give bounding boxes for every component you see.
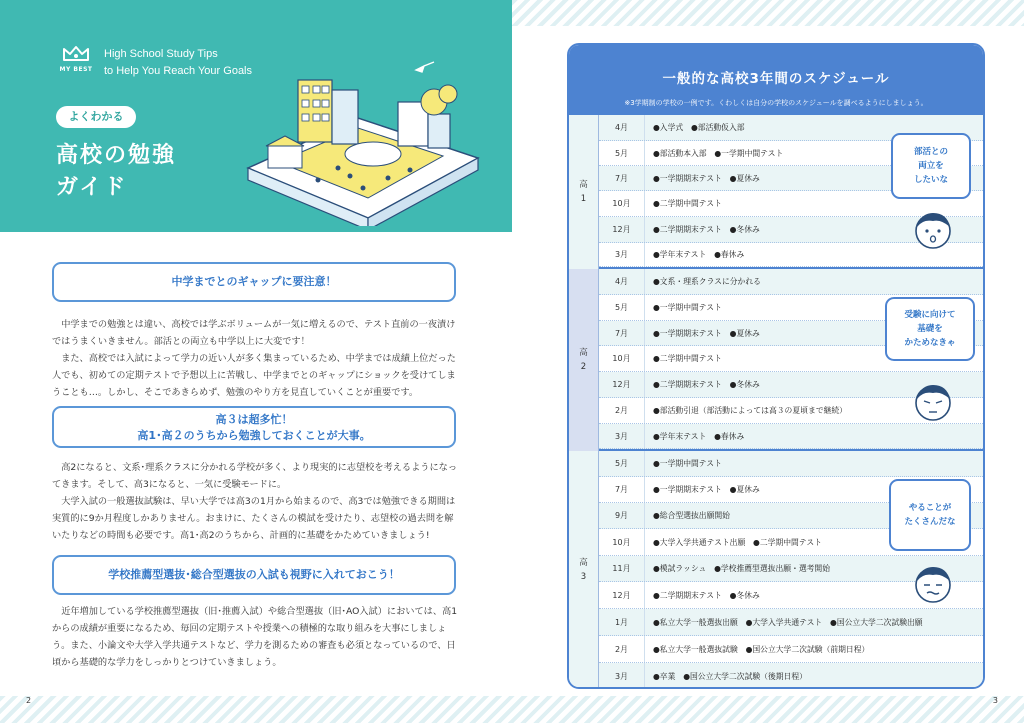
schedule-row	[599, 609, 985, 636]
paragraph: 大学入試の一般選抜試験は、早い大学では高3の1月から始まるので、高3では勉強できる期間は実質的に9か月程度しかありません。おまけに、たくさんの模試を受けたり、志望校の過去問を解いたりなどの時間も必要です。高1･高2のうちから、計画的に基礎をかためていきましょう!	[52, 496, 456, 541]
bubble-line: やることが	[908, 503, 952, 513]
month-cell: 3月	[599, 424, 645, 448]
month-cell: 3月	[599, 243, 645, 266]
bubble-line: 両立を	[918, 161, 944, 171]
schedule-row	[599, 424, 985, 449]
events-cell: ●二学期期末テスト ●冬休み	[653, 225, 760, 234]
section-heading-gap	[52, 262, 456, 302]
page-title	[56, 140, 176, 204]
tagline	[104, 46, 252, 80]
paragraph: また、高校では入試によって学力の近い人が多く集まっているため、中学までは成績上位だった人でも、初めての定期テストで予想以上に苦戦し、中学までとのギャップにショックを受けてしまうことも…。しかし、そこであきらめず、勉強のやり方を見直していくことが重要です。	[52, 353, 456, 398]
month-cell: 12月	[599, 217, 645, 242]
month-cell: 2月	[599, 636, 645, 662]
bubble-line: 部活との	[913, 147, 948, 157]
events-cell: ●一学期期末テスト ●夏休み	[653, 328, 760, 338]
month-cell: 7月	[599, 166, 645, 190]
section-heading-line: 高３は超多忙！	[215, 413, 293, 426]
paragraph: 近年増加している学校推薦型選抜（旧･推薦入試）や総合型選抜（旧･AO入試）においては、高1からの成績が重要になるため、毎回の定期テストや授業への積極的な取り組みを大事にしましょう。また、小論文や大学入学共通テストなど、学力を測るための審査も必須となっているので、日頃から基礎的な学力をしっかりとつけていきましょう。	[52, 606, 458, 668]
crown-icon	[61, 44, 91, 62]
bubble-line: たくさんだな	[904, 517, 956, 527]
events-cell: ●一学期期末テスト ●夏休み	[653, 173, 760, 183]
events-cell: ●総合型選抜出願開始	[653, 511, 730, 520]
section-body-gap	[52, 316, 460, 401]
events-cell: ●二学期中間テスト	[653, 199, 722, 208]
month-cell: 4月	[599, 269, 645, 294]
month-cell: 11月	[599, 556, 645, 581]
section-heading-line: 高1･高２のうちから勉強しておくことが大事。	[137, 429, 371, 442]
events-cell: ●学年末テスト ●春休み	[653, 250, 745, 259]
right-page	[512, 0, 1024, 723]
brand-logo	[58, 44, 94, 73]
month-cell: 5月	[599, 451, 645, 476]
title-line: ガイド	[56, 175, 128, 200]
bubble-line: したいな	[913, 175, 948, 185]
year-label-char: 高	[579, 558, 588, 568]
student-face-icon	[911, 207, 955, 251]
speech-bubble-year1	[891, 133, 971, 199]
year-label-char: 高	[579, 180, 588, 190]
schedule-header	[569, 45, 983, 115]
events-cell: ●入学式 ●部活動仮入部	[653, 123, 745, 132]
schedule-row	[599, 269, 985, 295]
page-number: 3	[992, 696, 998, 705]
schedule-note: ※3学期制の学校の一例です。くわしくは自分の学校のスケジュールを調べるようにしましょう。	[624, 99, 928, 107]
section-heading-line: 学校推薦型選抜･総合型選抜の入試も視野に入れておこう！	[108, 568, 400, 581]
section-heading-line: 中学までとのギャップに要注意！	[171, 275, 337, 288]
month-cell: 1月	[599, 609, 645, 635]
month-cell: 12月	[599, 582, 645, 608]
speech-bubble-year3	[889, 479, 971, 551]
month-cell: 3月	[599, 663, 645, 689]
paragraph: 中学までの勉強とは違い、高校では学ぶボリュームが一気に増えるので、テスト直前の一夜漬けではうまくいきません。部活との両立も中学以上に大変です！	[52, 319, 456, 347]
schedule-row	[599, 636, 985, 663]
guide-pill: よくわかる	[56, 106, 136, 128]
month-cell: 2月	[599, 398, 645, 423]
schedule-title: 一般的な高校3年間のスケジュール	[662, 71, 890, 87]
section-heading-admissions	[52, 555, 456, 595]
section-heading-busy	[52, 406, 456, 448]
events-cell: ●部活動引退（部活動によっては高３の夏頃まで継続）	[653, 406, 847, 415]
year-label-char: 3	[580, 572, 587, 582]
events-cell: ●私立大学一般選抜試験 ●国公立大学二次試験（前期日程）	[653, 644, 870, 654]
events-cell: ●二学期期末テスト ●冬休み	[653, 380, 760, 389]
bubble-line: 基礎を	[917, 324, 943, 334]
schedule-row	[599, 663, 985, 689]
school-illustration	[238, 58, 488, 226]
events-cell: ●一学期期末テスト ●夏休み	[653, 485, 760, 494]
year-label-3	[569, 451, 599, 689]
events-cell: ●私立大学一般選抜出願 ●大学入学共通テスト ●国公立大学二次試験出願	[653, 617, 923, 627]
month-cell: 10月	[599, 346, 645, 371]
events-cell: ●二学期中間テスト	[653, 354, 722, 363]
month-cell: 5月	[599, 295, 645, 320]
events-cell: ●一学期中間テスト	[653, 459, 722, 468]
speech-bubble-year2	[885, 297, 975, 361]
page-number: 2	[26, 696, 32, 705]
month-cell: 12月	[599, 372, 645, 397]
title-line: 高校の勉強	[56, 143, 177, 168]
hero-banner	[0, 0, 512, 232]
schedule-table	[567, 43, 985, 689]
section-body-admissions	[52, 603, 460, 671]
events-cell: ●学年末テスト ●春休み	[653, 431, 745, 441]
year-label-char: 1	[580, 194, 587, 204]
month-cell: 5月	[599, 141, 645, 165]
events-cell: ●卒業 ●国公立大学二次試験（後期日程）	[653, 671, 807, 681]
paragraph: 高2になると、文系･理系クラスに分かれる学校が多く、より現実的に志望校を考えるようになってきます。そして、高3になると、一気に受験モードに。	[52, 462, 458, 490]
section-body-busy	[52, 459, 460, 544]
schedule-row	[599, 451, 985, 477]
year-label-char: 2	[580, 362, 587, 372]
student-face-icon	[911, 379, 955, 423]
events-cell: ●部活動本入部 ●一学期中間テスト	[653, 148, 784, 158]
tagline-line: to Help You Reach Your Goals	[104, 65, 253, 77]
bubble-line: かためなきゃ	[904, 338, 956, 348]
month-cell: 10月	[599, 529, 645, 555]
year-label-char: 高	[579, 348, 588, 358]
events-cell: ●二学期期末テスト ●冬休み	[653, 590, 760, 600]
year-label-2	[569, 269, 599, 451]
brand-name: MY BEST	[59, 66, 93, 73]
events-cell: ●一学期中間テスト	[653, 303, 722, 312]
year-label-1	[569, 115, 599, 269]
events-cell: ●模試ラッシュ ●学校推薦型選抜出願・選考開始	[653, 564, 831, 573]
month-cell: 7月	[599, 321, 645, 345]
month-cell: 7月	[599, 477, 645, 502]
student-face-icon	[911, 561, 955, 605]
events-cell: ●文系・理系クラスに分かれる	[653, 277, 761, 286]
tagline-line: High School Study Tips	[104, 48, 218, 60]
bubble-line: 受験に向けて	[904, 310, 956, 320]
events-cell: ●大学入学共通テスト出願 ●二学期中間テスト	[653, 537, 822, 547]
month-cell: 9月	[599, 503, 645, 528]
month-cell: 10月	[599, 191, 645, 216]
month-cell: 4月	[599, 115, 645, 140]
